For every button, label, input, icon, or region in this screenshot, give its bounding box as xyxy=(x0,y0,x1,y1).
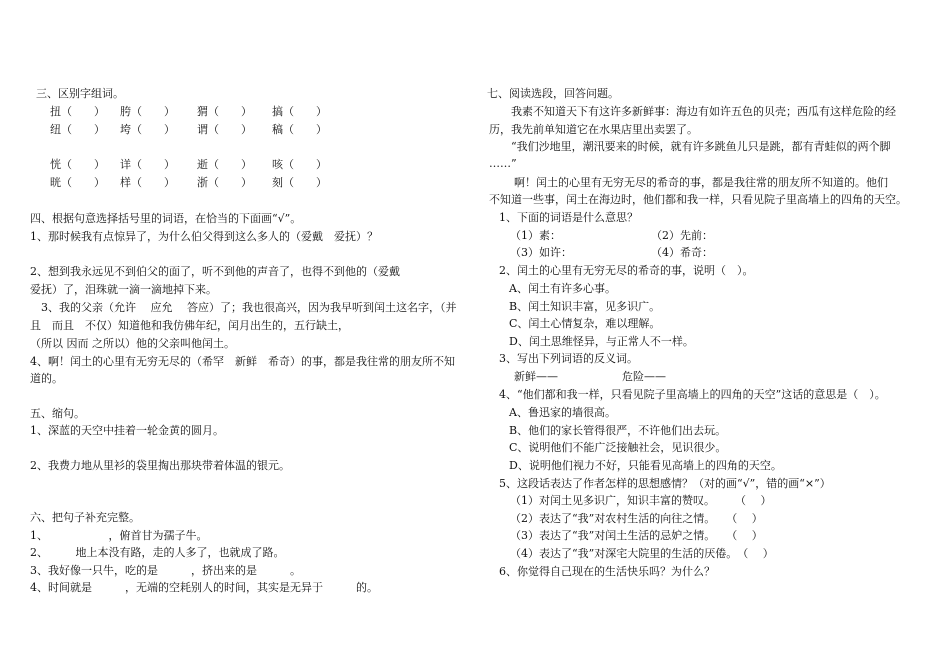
word-cell: 逝（ ） xyxy=(197,158,252,171)
question-text: （所以 因而 之所以）他的父亲叫他闰土。 xyxy=(30,337,235,350)
option-text: （4）表达了“我”对深宅大院里的生活的厌倦。 （ ） xyxy=(510,547,774,560)
word-cell: 猬（ ） xyxy=(197,105,252,118)
passage-line: 啊！闰土的心里有无穷无尽的希奇的事，都是我往常的朋友所不知道的。他们 xyxy=(514,176,888,189)
question-text: 1、 ，俯首甘为孺子牛。 xyxy=(30,529,208,542)
option-text: （2）先前： xyxy=(651,229,713,242)
word-cell: 浙（ ） xyxy=(197,176,252,189)
option-text: A、闰土有许多心事。 xyxy=(509,282,616,295)
option-text: （2）表达了“我”对农村生活的向往之情。 （ ） xyxy=(510,512,763,525)
word-cell: 详（ ） xyxy=(120,158,175,171)
option-text: （4）希奇： xyxy=(651,246,713,259)
word-cell: 咳（ ） xyxy=(272,158,327,171)
question-text: 2、闰土的心里有无穷无尽的希奇的事，说明（ ）。 xyxy=(499,264,754,277)
question-text: 爱抚）了，泪珠就一滴一滴地掉下来。 xyxy=(30,283,217,296)
option-text: B、他们的家长管得很严，不许他们出去玩。 xyxy=(509,424,727,437)
option-text: 危险—— xyxy=(622,370,666,383)
option-text: （3）表达了“我”对闰土生活的忌妒之情。 （ ） xyxy=(510,529,763,542)
question-text: 且 而且 不仅）知道他和我仿佛年纪，闰月出生的，五行缺土， xyxy=(30,319,349,332)
word-cell: 刻（ ） xyxy=(272,176,327,189)
option-text: C、说明他们不能广泛接触社会，见识很少。 xyxy=(509,441,727,454)
question-text: 1、下面的词语是什么意思？ xyxy=(499,211,638,224)
word-cell: 样（ ） xyxy=(120,176,175,189)
section-4-title: 四、根据句意选择括号里的词语，在恰当的下面画“√”。 xyxy=(30,212,302,225)
option-text: D、说明他们视力不好，只能看见高墙上的四角的天空。 xyxy=(509,459,782,472)
section-7-title: 七、阅读选段，回答问题。 xyxy=(487,87,619,100)
question-text: 道的。 xyxy=(30,372,63,385)
question-text: 3、我的父亲（允许 应允 答应）了；我也很高兴，因为我早听到闰土这名字，（并 xyxy=(30,301,457,314)
question-text: 4、啊！闰土的心里有无穷无尽的（希罕 新鲜 希奇）的事，都是我往常的朋友所不知 xyxy=(30,355,455,368)
word-cell: 搞（ ） xyxy=(272,105,327,118)
question-text: 2、我费力地从里衫的袋里掏出那块带着体温的银元。 xyxy=(30,459,290,472)
option-text: 新鲜—— xyxy=(514,370,558,383)
section-3-title: 三、区别字组词。 xyxy=(36,87,124,100)
passage-line: 我素不知道天下有这许多新鲜事：海边有如许五色的贝壳；西瓜有这样危险的经 xyxy=(511,105,896,118)
question-text: 6、你觉得自己现在的生活快乐吗？为什么？ xyxy=(499,565,715,578)
word-cell: 晄（ ） xyxy=(50,176,105,189)
option-text: C、闰土心情复杂，难以理解。 xyxy=(509,317,661,330)
word-cell: 谓（ ） xyxy=(197,123,252,136)
question-text: 5、这段话表达了作者怎样的思想感情？（对的画“√”，错的画“×”） xyxy=(499,477,831,490)
option-text: （1）对闰土见多识广，知识丰富的赞叹。 （ ） xyxy=(510,494,772,507)
option-text: B、闰土知识丰富，见多识广。 xyxy=(509,300,661,313)
word-cell: 垮（ ） xyxy=(120,123,175,136)
passage-line: “我们沙地里，潮汛要来的时候，就有许多跳鱼儿只是跳，都有青蛙似的两个脚 xyxy=(511,140,891,153)
question-text: 3、写出下列词语的反义词。 xyxy=(499,352,638,365)
question-text: 4、时间就是 ，无端的空耗别人的时间，其实是无异于 的。 xyxy=(30,581,378,594)
section-6-title: 六、把句子补充完整。 xyxy=(30,511,140,524)
passage-line: 不知道一些事，闰土在海边时，他们都和我一样，只看见院子里高墙上的四角的天空。 xyxy=(489,193,907,206)
question-text: 2、想到我永远见不到伯父的面了，听不到他的声音了，也得不到他的（爱戴 xyxy=(30,265,400,278)
word-cell: 恍（ ） xyxy=(50,158,105,171)
section-5-title: 五、缩句。 xyxy=(30,407,85,420)
option-text: D、闰土思维怪异，与正常人不一样。 xyxy=(509,335,694,348)
word-cell: 稿（ ） xyxy=(272,123,327,136)
word-cell: 扭（ ） xyxy=(50,105,105,118)
word-cell: 胯（ ） xyxy=(120,105,175,118)
question-text: 1、那时候我有点惊异了，为什么伯父得到这么多人的（爱戴 爱抚）？ xyxy=(30,230,378,243)
question-text: 1、深蓝的天空中挂着一轮金黄的圆月。 xyxy=(30,424,224,437)
passage-line: ……” xyxy=(489,157,517,170)
question-text: 4、“他们都和我一样，只看见院子里高墙上的四角的天空”这话的意思是（ ）。 xyxy=(499,388,886,401)
option-text: （1）素： xyxy=(510,229,561,242)
word-cell: 纽（ ） xyxy=(50,123,105,136)
passage-line: 历，我先前单知道它在水果店里出卖罢了。 xyxy=(489,123,698,136)
question-text: 3、我好像一只牛，吃的是 ，挤出来的是 。 xyxy=(30,564,301,577)
question-text: 2、 地上本没有路，走的人多了，也就成了路。 xyxy=(30,546,285,559)
option-text: A、鲁迅家的墙很高。 xyxy=(509,406,616,419)
option-text: （3）如许： xyxy=(510,246,572,259)
